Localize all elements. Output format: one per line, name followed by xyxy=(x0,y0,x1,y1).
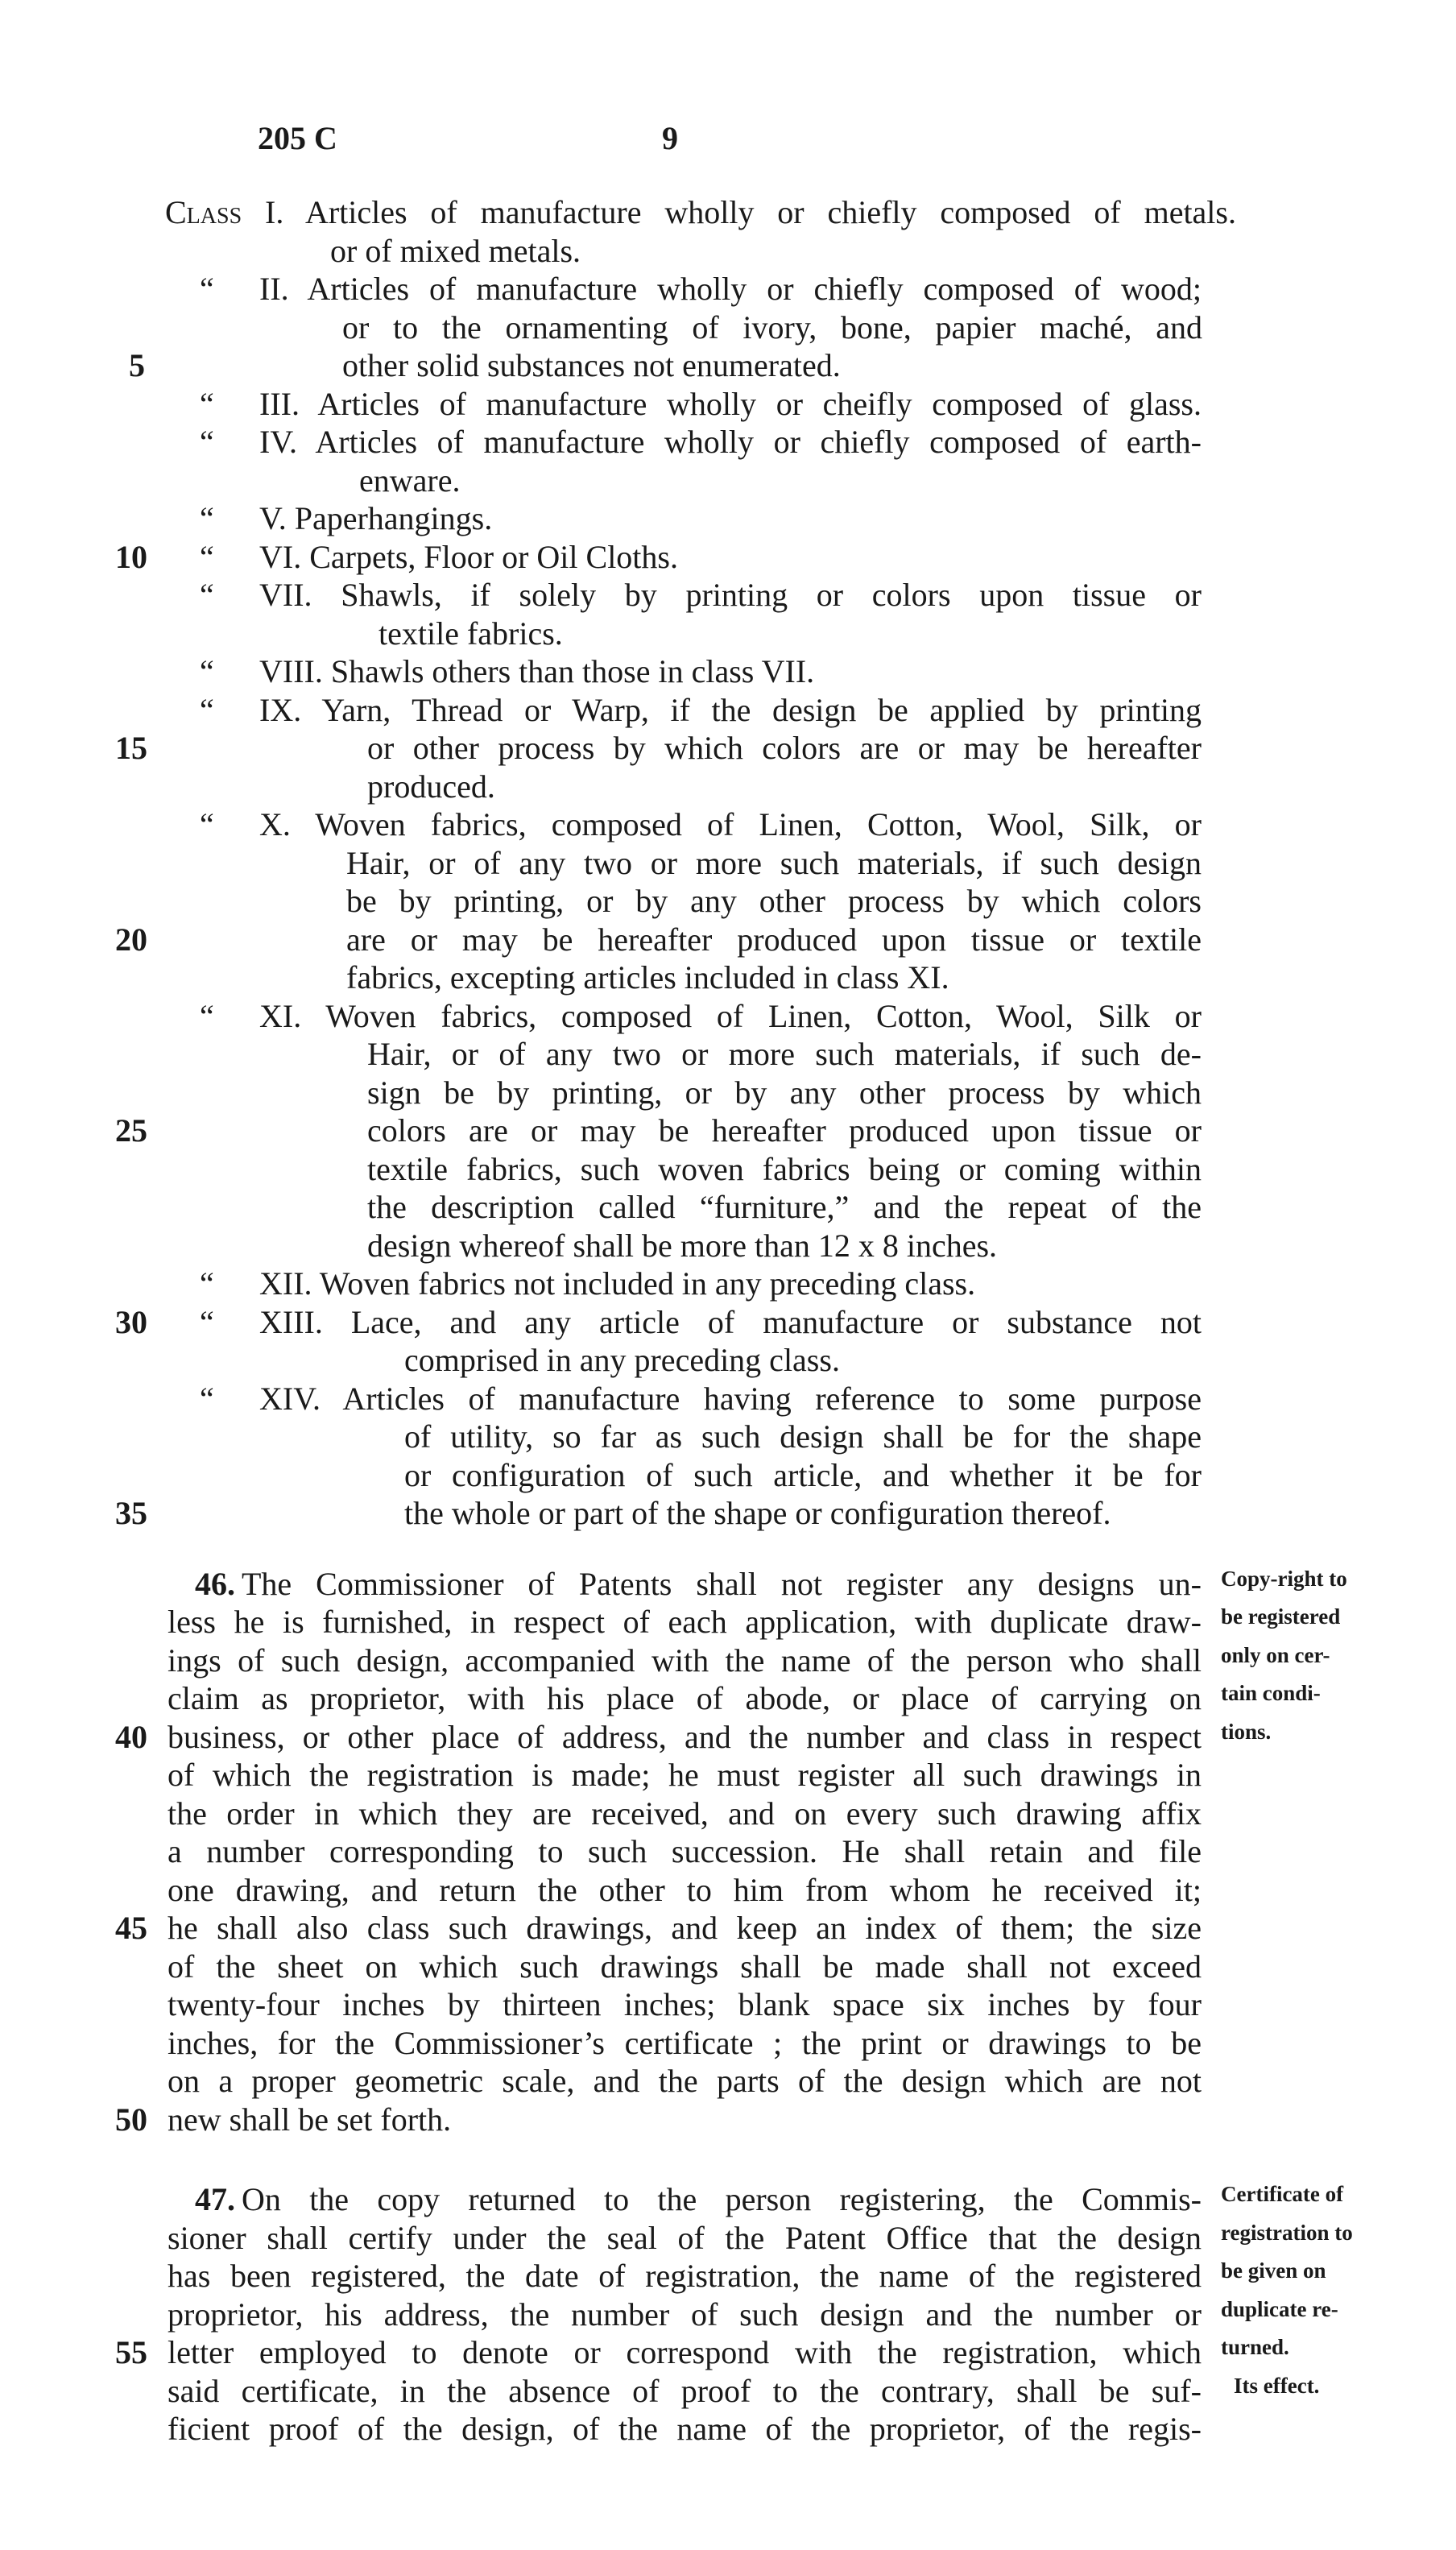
paragraph-line xyxy=(0,1832,1456,1871)
margin-note-line: Copy-right to xyxy=(1221,1566,1347,1591)
margin-note-line: turned. xyxy=(1221,2335,1289,2359)
line-number: 55 xyxy=(115,2334,147,2370)
paragraph-line xyxy=(0,1565,1456,1604)
line-text: the description called “furniture,” and the repeat of the xyxy=(367,1189,1202,1225)
line-text: Hair, or of any two or more such materials, if such design xyxy=(346,844,1202,881)
line-text: VII. Shawls, if solely by printing or colors upon tissue or xyxy=(259,577,1202,613)
ditto-mark: “ xyxy=(200,424,214,460)
line-number: 15 xyxy=(115,730,147,766)
margin-note-line: tions. xyxy=(1221,1719,1272,1744)
line-number: 40 xyxy=(115,1718,147,1755)
line-text: The Commissioner of Patents shall not register any designs un- xyxy=(242,1565,1202,1602)
line-number: 30 xyxy=(115,1303,147,1340)
line-text: one drawing, and return the other to him from whom he received it; xyxy=(168,1871,1202,1908)
paragraph-line xyxy=(0,2333,1456,2372)
line-text: of the sheet on which such drawings shall be made shall not exceed xyxy=(168,1948,1202,1985)
line-text: a number corresponding to such succession. He shall retain and file xyxy=(168,1833,1202,1869)
line-text: colors are or may be hereafter produced upon tissue or xyxy=(367,1112,1202,1149)
section-46 xyxy=(0,1565,1456,2139)
paragraph-line xyxy=(0,2410,1456,2449)
class-line xyxy=(0,997,1456,1036)
line-text: are or may be hereafter produced upon tissue or textile xyxy=(346,921,1202,958)
class-line xyxy=(0,576,1456,615)
page-number: 9 xyxy=(662,120,678,156)
paragraph-line xyxy=(0,2372,1456,2411)
class-line xyxy=(0,308,1456,347)
paragraph-line xyxy=(0,1871,1456,1910)
class-line xyxy=(0,1418,1456,1456)
margin-note-effect: Its effect. xyxy=(1234,2373,1320,2398)
section-47 xyxy=(0,2180,1456,2449)
line-text: business, or other place of address, and the number and class in respect xyxy=(168,1718,1202,1755)
margin-note-line: registration to xyxy=(1221,2220,1353,2245)
line-text: produced. xyxy=(367,768,495,805)
line-text: VI. Carpets, Floor or Oil Cloths. xyxy=(259,538,678,575)
line-text: IX. Yarn, Thread or Warp, if the design be applied by printing xyxy=(259,691,1202,728)
line-text: ficient proof of the design, of the name of the proprietor, of the regis- xyxy=(168,2411,1202,2447)
line-number: 20 xyxy=(115,921,147,958)
line-number: 5 xyxy=(129,347,145,383)
class-line xyxy=(0,1188,1456,1227)
line-text: new shall be set forth. xyxy=(168,2101,452,2138)
class-line xyxy=(0,1150,1456,1189)
class-line xyxy=(0,652,1456,691)
line-text: proprietor, his address, the number of such design and the number or xyxy=(168,2295,1202,2333)
class-line xyxy=(0,921,1456,959)
line-text: claim as proprietor, with his place of abode, or place of carrying on xyxy=(168,1680,1202,1716)
page-header xyxy=(0,119,1456,168)
line-text: or other process by which colors are or may be hereafter xyxy=(367,730,1202,766)
line-text: or to the ornamenting of ivory, bone, papier maché, and xyxy=(342,308,1202,346)
class-line xyxy=(0,805,1456,844)
margin-note-line: only on cer- xyxy=(1221,1642,1330,1667)
ditto-mark: “ xyxy=(200,1380,214,1417)
paragraph-line xyxy=(0,1679,1456,1718)
margin-note-line: tain condi- xyxy=(1221,1681,1321,1705)
class-line xyxy=(0,844,1456,883)
class-line xyxy=(0,1303,1456,1342)
ditto-mark: “ xyxy=(200,997,214,1034)
line-text: has been registered, the date of registration, the name of the registered xyxy=(168,2258,1202,2294)
line-text: of which the registration is made; he must register all such drawings in xyxy=(168,1757,1202,1793)
line-number: 50 xyxy=(115,2101,147,2138)
line-text: XIV. Articles of manufacture having reference to some purpose xyxy=(259,1380,1202,1417)
line-text: Hair, or of any two or more such materials, if such de- xyxy=(367,1036,1202,1072)
line-text: inches, for the Commissioner’s certificate ; the print or drawings to be xyxy=(168,2024,1202,2061)
class-line xyxy=(0,1074,1456,1112)
line-text: sioner shall certify under the seal of the Patent Office that the design xyxy=(168,2219,1202,2256)
class-line xyxy=(0,1380,1456,1418)
line-text: of utility, so far as such design shall be for the shape xyxy=(404,1418,1202,1455)
class-line xyxy=(0,423,1456,462)
ditto-mark: “ xyxy=(200,806,214,842)
line-text: Class I. Articles of manufacture wholly or chiefly composed of metals. xyxy=(165,194,1236,230)
class-line xyxy=(0,768,1456,806)
paragraph-line xyxy=(0,2101,1456,2139)
class-line xyxy=(0,882,1456,921)
margin-note-line: be registered xyxy=(1221,1604,1341,1629)
ditto-mark: “ xyxy=(200,691,214,728)
class-line xyxy=(0,1111,1456,1150)
line-text: or of mixed metals. xyxy=(330,232,581,269)
line-text: XII. Woven fabrics not included in any preceding class. xyxy=(259,1265,976,1302)
ditto-mark: “ xyxy=(200,1265,214,1302)
line-text: XIII. Lace, and any article of manufacture or substance not xyxy=(259,1303,1202,1340)
line-text: fabrics, excepting articles included in class XI. xyxy=(346,959,949,996)
ditto-mark: “ xyxy=(200,1303,214,1340)
class-line xyxy=(0,691,1456,730)
margin-note-line: be given on xyxy=(1221,2258,1326,2283)
class-line xyxy=(0,499,1456,538)
paragraph-line xyxy=(0,1756,1456,1795)
class-line xyxy=(0,958,1456,997)
line-text: textile fabrics. xyxy=(378,615,563,652)
paragraph-line xyxy=(0,1985,1456,2024)
margin-note-line: duplicate re- xyxy=(1221,2296,1338,2321)
line-number: 10 xyxy=(115,538,147,575)
section-number: 47. xyxy=(195,2181,235,2217)
ditto-mark: “ xyxy=(200,385,214,422)
ditto-mark: “ xyxy=(200,538,214,575)
class-line xyxy=(0,346,1456,385)
paragraph-line xyxy=(0,2257,1456,2295)
line-text: II. Articles of manufacture wholly or chiefly composed of wood; xyxy=(259,271,1202,307)
paragraph-line xyxy=(0,2062,1456,2101)
paragraph-line xyxy=(0,1641,1456,1680)
line-text: he shall also class such drawings, and keep an index of them; the size xyxy=(168,1910,1202,1946)
paragraph-line xyxy=(0,2180,1456,2219)
line-text: on a proper geometric scale, and the parts of the design which are not xyxy=(168,2063,1202,2099)
line-text: letter employed to denote or correspond with the registration, which xyxy=(168,2334,1202,2370)
section-number: 46. xyxy=(195,1565,235,1602)
class-line xyxy=(0,1494,1456,1533)
line-text: IV. Articles of manufacture wholly or chiefly composed of earth- xyxy=(259,424,1202,460)
class-line xyxy=(0,1265,1456,1303)
line-text: the whole or part of the shape or configuration thereof. xyxy=(404,1495,1111,1531)
ditto-mark: “ xyxy=(200,653,214,689)
line-text: VIII. Shawls others than those in class VII. xyxy=(259,653,815,689)
line-text: twenty-four inches by thirteen inches; blank space six inches by four xyxy=(168,1986,1202,2022)
paragraph-line xyxy=(0,1948,1456,1986)
line-text: ings of such design, accompanied with the name of the person who shall xyxy=(168,1641,1202,1679)
class-line xyxy=(0,1035,1456,1074)
line-text: III. Articles of manufacture wholly or cheifly composed of glass. xyxy=(259,385,1202,422)
class-line xyxy=(0,615,1456,653)
paragraph-line xyxy=(0,1603,1456,1641)
paragraph-line xyxy=(0,2295,1456,2334)
ditto-mark: “ xyxy=(200,271,214,307)
class-line xyxy=(0,232,1456,271)
line-number: 45 xyxy=(115,1910,147,1946)
page-body xyxy=(0,193,1456,2449)
class-line xyxy=(0,538,1456,577)
class-line xyxy=(0,729,1456,768)
class-line xyxy=(0,462,1456,500)
margin-note-line: Certificate of xyxy=(1221,2182,1344,2206)
line-text: V. Paperhangings. xyxy=(259,500,493,536)
paragraph-line xyxy=(0,2219,1456,2258)
paragraph-line xyxy=(0,1795,1456,1833)
class-line xyxy=(0,1341,1456,1380)
line-text: sign be by printing, or by any other process by which xyxy=(367,1074,1202,1111)
bill-number: 205 C xyxy=(258,120,337,156)
class-line xyxy=(0,193,1456,232)
line-text: the order in which they are received, and on every such drawing affix xyxy=(168,1795,1202,1832)
line-text: design whereof shall be more than 12 x 8 inches. xyxy=(367,1227,998,1264)
line-text: less he is furnished, in respect of each application, with duplicate draw- xyxy=(168,1604,1202,1640)
paragraph-line xyxy=(0,1718,1456,1757)
ditto-mark: “ xyxy=(200,500,214,536)
line-number: 25 xyxy=(115,1112,147,1149)
line-text: textile fabrics, such woven fabrics being or coming within xyxy=(367,1150,1202,1187)
line-text: X. Woven fabrics, composed of Linen, Cotton, Wool, Silk, or xyxy=(259,806,1202,842)
class-line xyxy=(0,1456,1456,1495)
line-text: On the copy returned to the person registering, the Commis- xyxy=(242,2181,1202,2217)
line-text: XI. Woven fabrics, composed of Linen, Cotton, Wool, Silk or xyxy=(259,997,1202,1034)
line-text: be by printing, or by any other process by which colors xyxy=(346,883,1202,919)
class-line xyxy=(0,1227,1456,1265)
ditto-mark: “ xyxy=(200,577,214,613)
line-text: enware. xyxy=(359,462,461,499)
line-number: 35 xyxy=(115,1495,147,1531)
line-text: other solid substances not enumerated. xyxy=(342,347,841,383)
line-text: said certificate, in the absence of proof to the contrary, shall be suf- xyxy=(168,2372,1202,2409)
class-line xyxy=(0,385,1456,424)
line-text: or configuration of such article, and whether it be for xyxy=(404,1456,1202,1493)
line-text: comprised in any preceding class. xyxy=(404,1342,840,1378)
design-classes-list xyxy=(0,193,1456,1533)
paragraph-line xyxy=(0,2024,1456,2063)
class-line xyxy=(0,270,1456,308)
paragraph-line xyxy=(0,1909,1456,1948)
